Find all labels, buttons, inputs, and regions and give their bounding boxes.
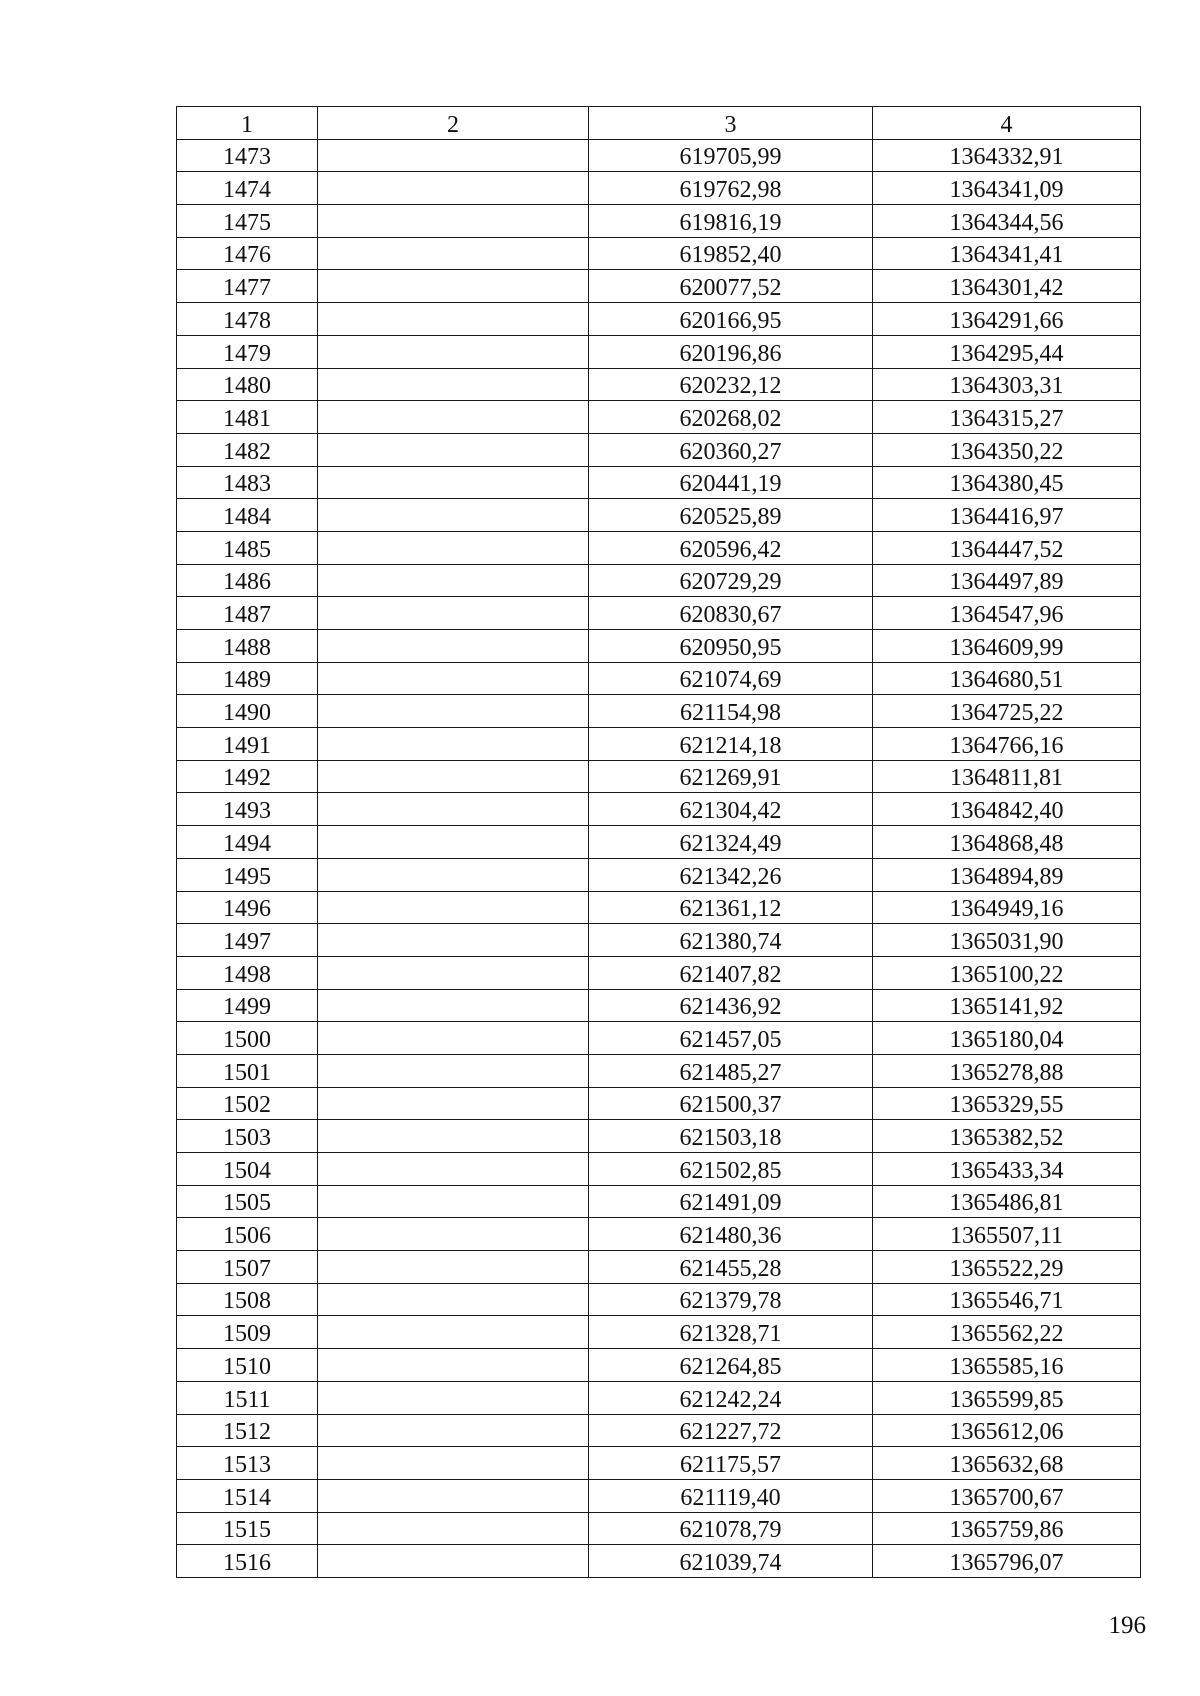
table-row [177, 1054, 1141, 1087]
table-row [177, 597, 1141, 630]
table-row [177, 270, 1141, 303]
y-coordinate-cell: 1365100,22 [873, 956, 1141, 989]
description-cell [318, 1251, 589, 1284]
table-row [177, 891, 1141, 924]
point-number-cell: 1509 [177, 1316, 318, 1349]
description-cell [318, 270, 589, 303]
y-coordinate-cell: 1365031,90 [873, 924, 1141, 957]
x-coordinate-cell: 620232,12 [589, 368, 873, 401]
point-number-cell: 1516 [177, 1545, 318, 1578]
x-coordinate-cell: 620596,42 [589, 531, 873, 564]
description-cell [318, 1218, 589, 1251]
y-coordinate-cell: 1364447,52 [873, 531, 1141, 564]
point-number-cell: 1482 [177, 433, 318, 466]
point-number-cell: 1506 [177, 1218, 318, 1251]
x-coordinate-cell: 621457,05 [589, 1022, 873, 1055]
description-cell [318, 433, 589, 466]
y-coordinate-cell: 1364725,22 [873, 695, 1141, 728]
table-row [177, 205, 1141, 238]
x-coordinate-cell: 620950,95 [589, 630, 873, 663]
point-number-cell: 1483 [177, 466, 318, 499]
x-coordinate-cell: 620525,89 [589, 499, 873, 532]
header-row [177, 107, 1141, 140]
y-coordinate-cell: 1364301,42 [873, 270, 1141, 303]
y-coordinate-cell: 1364497,89 [873, 564, 1141, 597]
y-coordinate-cell: 1365585,16 [873, 1349, 1141, 1382]
x-coordinate-cell: 621380,74 [589, 924, 873, 957]
table-row [177, 303, 1141, 336]
x-coordinate-cell: 621436,92 [589, 989, 873, 1022]
x-coordinate-cell: 621175,57 [589, 1447, 873, 1480]
y-coordinate-cell: 1364344,56 [873, 205, 1141, 238]
table-row [177, 630, 1141, 663]
description-cell [318, 1512, 589, 1545]
point-number-cell: 1494 [177, 826, 318, 859]
description-cell [318, 1283, 589, 1316]
y-coordinate-cell: 1364303,31 [873, 368, 1141, 401]
point-number-cell: 1487 [177, 597, 318, 630]
point-number-cell: 1502 [177, 1087, 318, 1120]
table-row [177, 793, 1141, 826]
x-coordinate-cell: 621480,36 [589, 1218, 873, 1251]
point-number-cell: 1479 [177, 335, 318, 368]
table-row [177, 1251, 1141, 1284]
description-cell [318, 172, 589, 205]
table-row [177, 989, 1141, 1022]
y-coordinate-cell: 1364842,40 [873, 793, 1141, 826]
x-coordinate-cell: 621407,82 [589, 956, 873, 989]
x-coordinate-cell: 621264,85 [589, 1349, 873, 1382]
table-row [177, 956, 1141, 989]
point-number-cell: 1501 [177, 1054, 318, 1087]
y-coordinate-cell: 1364341,41 [873, 237, 1141, 270]
x-coordinate-cell: 621361,12 [589, 891, 873, 924]
description-cell [318, 1316, 589, 1349]
description-cell [318, 564, 589, 597]
point-number-cell: 1475 [177, 205, 318, 238]
x-coordinate-cell: 621455,28 [589, 1251, 873, 1284]
point-number-cell: 1496 [177, 891, 318, 924]
x-coordinate-cell: 621485,27 [589, 1054, 873, 1087]
y-coordinate-cell: 1364894,89 [873, 858, 1141, 891]
table-body [177, 139, 1141, 1577]
description-cell [318, 924, 589, 957]
table-row [177, 433, 1141, 466]
description-cell [318, 826, 589, 859]
description-cell [318, 1447, 589, 1480]
x-coordinate-cell: 621491,09 [589, 1185, 873, 1218]
description-cell [318, 1381, 589, 1414]
point-number-cell: 1493 [177, 793, 318, 826]
point-number-cell: 1512 [177, 1414, 318, 1447]
table-row [177, 1447, 1141, 1480]
x-coordinate-cell: 621502,85 [589, 1153, 873, 1186]
x-coordinate-cell: 620830,67 [589, 597, 873, 630]
x-coordinate-cell: 621119,40 [589, 1479, 873, 1512]
description-cell [318, 793, 589, 826]
point-number-cell: 1480 [177, 368, 318, 401]
table-row [177, 1381, 1141, 1414]
point-number-cell: 1490 [177, 695, 318, 728]
description-cell [318, 139, 589, 172]
y-coordinate-cell: 1364868,48 [873, 826, 1141, 859]
y-coordinate-cell: 1365522,29 [873, 1251, 1141, 1284]
y-coordinate-cell: 1365329,55 [873, 1087, 1141, 1120]
x-coordinate-cell: 620166,95 [589, 303, 873, 336]
description-cell [318, 205, 589, 238]
description-cell [318, 1120, 589, 1153]
description-cell [318, 1349, 589, 1382]
y-coordinate-cell: 1365599,85 [873, 1381, 1141, 1414]
table-row [177, 172, 1141, 205]
y-coordinate-cell: 1364766,16 [873, 728, 1141, 761]
description-cell [318, 989, 589, 1022]
y-coordinate-cell: 1364332,91 [873, 139, 1141, 172]
description-cell [318, 1087, 589, 1120]
description-cell [318, 956, 589, 989]
x-coordinate-cell: 620360,27 [589, 433, 873, 466]
point-number-cell: 1476 [177, 237, 318, 270]
description-cell [318, 695, 589, 728]
table-row [177, 1414, 1141, 1447]
coordinates-table [176, 106, 1141, 1578]
point-number-cell: 1488 [177, 630, 318, 663]
point-number-cell: 1485 [177, 531, 318, 564]
column-header-2: 2 [318, 107, 589, 140]
point-number-cell: 1511 [177, 1381, 318, 1414]
x-coordinate-cell: 621039,74 [589, 1545, 873, 1578]
table-row [177, 368, 1141, 401]
table-row [177, 564, 1141, 597]
y-coordinate-cell: 1364416,97 [873, 499, 1141, 532]
description-cell [318, 368, 589, 401]
column-header-3: 3 [589, 107, 873, 140]
x-coordinate-cell: 621328,71 [589, 1316, 873, 1349]
table-row [177, 1185, 1141, 1218]
table-row [177, 1087, 1141, 1120]
y-coordinate-cell: 1365433,34 [873, 1153, 1141, 1186]
y-coordinate-cell: 1365278,88 [873, 1054, 1141, 1087]
point-number-cell: 1514 [177, 1479, 318, 1512]
description-cell [318, 1185, 589, 1218]
x-coordinate-cell: 621324,49 [589, 826, 873, 859]
description-cell [318, 1545, 589, 1578]
point-number-cell: 1499 [177, 989, 318, 1022]
table-row [177, 728, 1141, 761]
y-coordinate-cell: 1364341,09 [873, 172, 1141, 205]
x-coordinate-cell: 621500,37 [589, 1087, 873, 1120]
point-number-cell: 1513 [177, 1447, 318, 1480]
description-cell [318, 303, 589, 336]
x-coordinate-cell: 620441,19 [589, 466, 873, 499]
table-row [177, 760, 1141, 793]
y-coordinate-cell: 1365632,68 [873, 1447, 1141, 1480]
table-row [177, 1512, 1141, 1545]
x-coordinate-cell: 620196,86 [589, 335, 873, 368]
table-row [177, 1153, 1141, 1186]
point-number-cell: 1486 [177, 564, 318, 597]
x-coordinate-cell: 621503,18 [589, 1120, 873, 1153]
table-row [177, 1218, 1141, 1251]
y-coordinate-cell: 1365700,67 [873, 1479, 1141, 1512]
x-coordinate-cell: 619762,98 [589, 172, 873, 205]
description-cell [318, 760, 589, 793]
table-row [177, 237, 1141, 270]
table-row [177, 1545, 1141, 1578]
table-row [177, 695, 1141, 728]
description-cell [318, 1054, 589, 1087]
column-header-4: 4 [873, 107, 1141, 140]
x-coordinate-cell: 621269,91 [589, 760, 873, 793]
table-row [177, 826, 1141, 859]
y-coordinate-cell: 1364350,22 [873, 433, 1141, 466]
table-row [177, 1283, 1141, 1316]
y-coordinate-cell: 1365562,22 [873, 1316, 1141, 1349]
description-cell [318, 237, 589, 270]
y-coordinate-cell: 1365759,86 [873, 1512, 1141, 1545]
description-cell [318, 1414, 589, 1447]
description-cell [318, 531, 589, 564]
x-coordinate-cell: 621304,42 [589, 793, 873, 826]
description-cell [318, 891, 589, 924]
table-row [177, 1479, 1141, 1512]
point-number-cell: 1477 [177, 270, 318, 303]
y-coordinate-cell: 1364609,99 [873, 630, 1141, 663]
x-coordinate-cell: 619816,19 [589, 205, 873, 238]
point-number-cell: 1508 [177, 1283, 318, 1316]
description-cell [318, 597, 589, 630]
description-cell [318, 401, 589, 434]
table-row [177, 1120, 1141, 1153]
table-header [177, 107, 1141, 140]
point-number-cell: 1492 [177, 760, 318, 793]
point-number-cell: 1500 [177, 1022, 318, 1055]
table-row [177, 139, 1141, 172]
x-coordinate-cell: 620729,29 [589, 564, 873, 597]
x-coordinate-cell: 621227,72 [589, 1414, 873, 1447]
point-number-cell: 1481 [177, 401, 318, 434]
table-row [177, 662, 1141, 695]
description-cell [318, 728, 589, 761]
table-row [177, 924, 1141, 957]
y-coordinate-cell: 1365141,92 [873, 989, 1141, 1022]
point-number-cell: 1495 [177, 858, 318, 891]
point-number-cell: 1497 [177, 924, 318, 957]
y-coordinate-cell: 1364680,51 [873, 662, 1141, 695]
column-header-1: 1 [177, 107, 318, 140]
table-row [177, 466, 1141, 499]
point-number-cell: 1505 [177, 1185, 318, 1218]
y-coordinate-cell: 1365382,52 [873, 1120, 1141, 1153]
x-coordinate-cell: 619705,99 [589, 139, 873, 172]
description-cell [318, 1479, 589, 1512]
y-coordinate-cell: 1364547,96 [873, 597, 1141, 630]
table-row [177, 1022, 1141, 1055]
x-coordinate-cell: 621242,24 [589, 1381, 873, 1414]
x-coordinate-cell: 621074,69 [589, 662, 873, 695]
table-row [177, 531, 1141, 564]
page-number: 196 [1108, 1612, 1146, 1639]
y-coordinate-cell: 1364291,66 [873, 303, 1141, 336]
x-coordinate-cell: 619852,40 [589, 237, 873, 270]
table-row [177, 335, 1141, 368]
description-cell [318, 662, 589, 695]
y-coordinate-cell: 1365507,11 [873, 1218, 1141, 1251]
description-cell [318, 1153, 589, 1186]
point-number-cell: 1478 [177, 303, 318, 336]
y-coordinate-cell: 1365180,04 [873, 1022, 1141, 1055]
point-number-cell: 1484 [177, 499, 318, 532]
x-coordinate-cell: 620077,52 [589, 270, 873, 303]
x-coordinate-cell: 621379,78 [589, 1283, 873, 1316]
description-cell [318, 335, 589, 368]
point-number-cell: 1515 [177, 1512, 318, 1545]
y-coordinate-cell: 1364315,27 [873, 401, 1141, 434]
table-row [177, 1349, 1141, 1382]
y-coordinate-cell: 1365612,06 [873, 1414, 1141, 1447]
x-coordinate-cell: 621342,26 [589, 858, 873, 891]
point-number-cell: 1491 [177, 728, 318, 761]
table-row [177, 858, 1141, 891]
point-number-cell: 1498 [177, 956, 318, 989]
x-coordinate-cell: 620268,02 [589, 401, 873, 434]
y-coordinate-cell: 1364380,45 [873, 466, 1141, 499]
point-number-cell: 1504 [177, 1153, 318, 1186]
y-coordinate-cell: 1364811,81 [873, 760, 1141, 793]
y-coordinate-cell: 1364295,44 [873, 335, 1141, 368]
y-coordinate-cell: 1364949,16 [873, 891, 1141, 924]
point-number-cell: 1507 [177, 1251, 318, 1284]
description-cell [318, 630, 589, 663]
y-coordinate-cell: 1365546,71 [873, 1283, 1141, 1316]
point-number-cell: 1473 [177, 139, 318, 172]
description-cell [318, 499, 589, 532]
point-number-cell: 1489 [177, 662, 318, 695]
x-coordinate-cell: 621078,79 [589, 1512, 873, 1545]
point-number-cell: 1510 [177, 1349, 318, 1382]
point-number-cell: 1474 [177, 172, 318, 205]
description-cell [318, 1022, 589, 1055]
point-number-cell: 1503 [177, 1120, 318, 1153]
x-coordinate-cell: 621214,18 [589, 728, 873, 761]
x-coordinate-cell: 621154,98 [589, 695, 873, 728]
y-coordinate-cell: 1365796,07 [873, 1545, 1141, 1578]
table-row [177, 401, 1141, 434]
y-coordinate-cell: 1365486,81 [873, 1185, 1141, 1218]
table-row [177, 499, 1141, 532]
table-row [177, 1316, 1141, 1349]
description-cell [318, 858, 589, 891]
description-cell [318, 466, 589, 499]
